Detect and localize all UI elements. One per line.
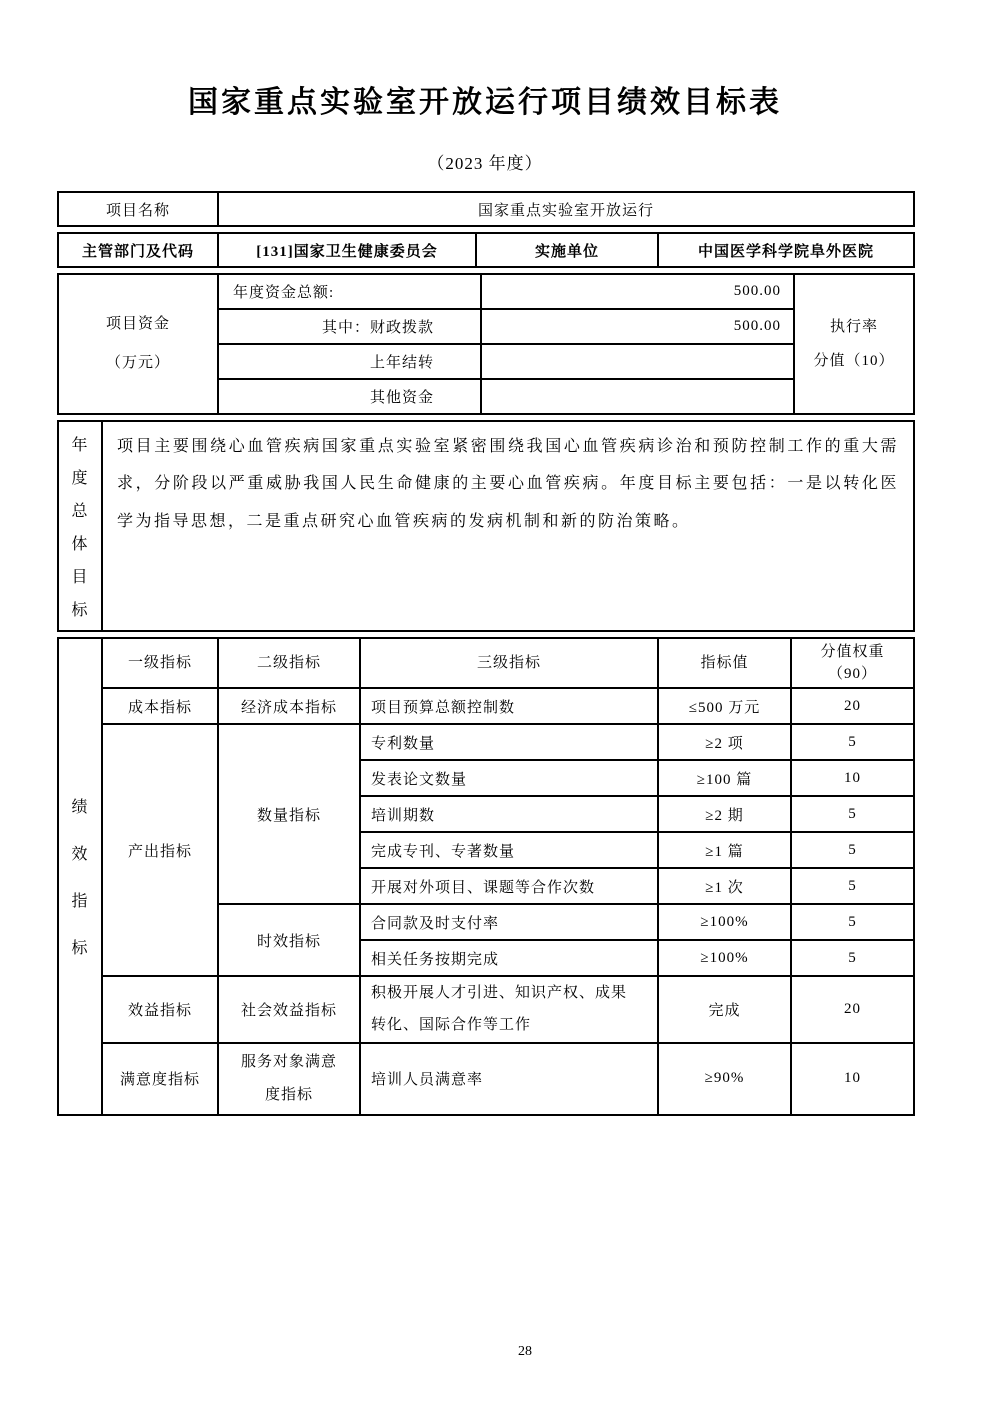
department-table bbox=[57, 232, 915, 268]
level3-cell: 合同款及时支付率 bbox=[360, 904, 658, 940]
indicator-row-cost bbox=[58, 688, 914, 724]
level3-cell: 相关任务按期完成 bbox=[360, 940, 658, 976]
funding-row-value: 500.00 bbox=[481, 309, 794, 344]
indicator-row-benefit bbox=[58, 976, 914, 1043]
value-cell: ≤500 万元 bbox=[658, 688, 791, 724]
level3-cell: 积极开展人才引进、知识产权、成果转化、国际合作等工作 bbox=[360, 976, 658, 1043]
level1-cell: 效益指标 bbox=[102, 976, 218, 1043]
weight-cell: 5 bbox=[791, 724, 914, 760]
weight-cell: 20 bbox=[791, 976, 914, 1043]
funding-row-label: 其中：财政拨款 bbox=[218, 309, 481, 344]
dept-label: 主管部门及代码 bbox=[58, 233, 218, 267]
annual-goal-text: 项目主要围绕心血管疾病国家重点实验室紧密围绕我国心血管疾病诊治和预防控制工作的重大需求，分阶段以严重威胁我国人民生命健康的主要心血管疾病。年度目标主要包括：一是以转化医学为指导思想，二是重点研究心血管疾病的发病机制和新的防治策略。 bbox=[102, 421, 914, 631]
value-cell: ≥90% bbox=[658, 1043, 791, 1115]
indicator-row bbox=[58, 724, 914, 760]
header-value: 指标值 bbox=[658, 638, 791, 688]
project-name-table bbox=[57, 191, 915, 227]
execution-rate-cell: 执行率 分值（10） bbox=[794, 274, 914, 414]
funding-row-value: 500.00 bbox=[481, 274, 794, 309]
value-cell: ≥1 篇 bbox=[658, 832, 791, 868]
weight-cell: 5 bbox=[791, 940, 914, 976]
level1-cell: 成本指标 bbox=[102, 688, 218, 724]
indicator-table bbox=[57, 637, 915, 1116]
page-subtitle: （2023 年度） bbox=[427, 154, 543, 173]
indicator-row-satisfaction bbox=[58, 1043, 914, 1115]
level2-cell: 经济成本指标 bbox=[218, 688, 360, 724]
funding-table bbox=[57, 273, 915, 415]
header-level3: 三级指标 bbox=[360, 638, 658, 688]
level3-cell: 专利数量 bbox=[360, 724, 658, 760]
indicator-group-label: 绩 效 指 标 bbox=[58, 638, 102, 1115]
level3-cell: 完成专刊、专著数量 bbox=[360, 832, 658, 868]
annual-goal-table bbox=[57, 420, 915, 632]
value-cell: ≥2 项 bbox=[658, 724, 791, 760]
level1-cell: 满意度指标 bbox=[102, 1043, 218, 1115]
weight-cell: 5 bbox=[791, 796, 914, 832]
page-title: 国家重点实验室开放运行项目绩效目标表 bbox=[188, 86, 782, 119]
table-row bbox=[58, 274, 914, 309]
level2-cell: 数量指标 bbox=[218, 724, 360, 904]
weight-cell: 10 bbox=[791, 1043, 914, 1115]
value-cell: ≥100% bbox=[658, 904, 791, 940]
level3-cell: 发表论文数量 bbox=[360, 760, 658, 796]
value-cell: ≥1 次 bbox=[658, 868, 791, 904]
header-weight: 分值权重 （90） bbox=[791, 638, 914, 688]
level3-cell: 培训期数 bbox=[360, 796, 658, 832]
level2-cell: 服务对象满意度指标 bbox=[218, 1043, 360, 1115]
level3-cell: 开展对外项目、课题等合作次数 bbox=[360, 868, 658, 904]
level2-cell: 时效指标 bbox=[218, 904, 360, 976]
table-row bbox=[58, 192, 914, 226]
funding-row-label: 其他资金 bbox=[218, 379, 481, 414]
level3-cell: 培训人员满意率 bbox=[360, 1043, 658, 1115]
weight-cell: 5 bbox=[791, 904, 914, 940]
level2-cell: 社会效益指标 bbox=[218, 976, 360, 1043]
impl-unit-value: 中国医学科学院阜外医院 bbox=[658, 233, 914, 267]
indicator-header-row bbox=[58, 638, 914, 688]
level3-cell: 项目预算总额控制数 bbox=[360, 688, 658, 724]
project-name-label: 项目名称 bbox=[58, 192, 218, 226]
table-row bbox=[58, 421, 914, 631]
value-cell: 完成 bbox=[658, 976, 791, 1043]
dept-value: [131]国家卫生健康委员会 bbox=[218, 233, 476, 267]
annual-goal-label: 年 度 总 体 目 标 bbox=[58, 421, 102, 631]
funding-title: 项目资金 （万元） bbox=[58, 274, 218, 414]
funding-row-label: 上年结转 bbox=[218, 344, 481, 379]
table-row bbox=[58, 233, 914, 267]
weight-cell: 20 bbox=[791, 688, 914, 724]
level1-cell: 产出指标 bbox=[102, 724, 218, 976]
document-page bbox=[57, 0, 913, 1121]
funding-row-label: 年度资金总额: bbox=[218, 274, 481, 309]
header-level2: 二级指标 bbox=[218, 638, 360, 688]
impl-unit-label: 实施单位 bbox=[476, 233, 658, 267]
value-cell: ≥2 期 bbox=[658, 796, 791, 832]
weight-cell: 5 bbox=[791, 868, 914, 904]
weight-cell: 5 bbox=[791, 832, 914, 868]
value-cell: ≥100% bbox=[658, 940, 791, 976]
funding-row-value bbox=[481, 344, 794, 379]
value-cell: ≥100 篇 bbox=[658, 760, 791, 796]
header-level1: 一级指标 bbox=[102, 638, 218, 688]
page-number: 28 bbox=[518, 1344, 532, 1359]
project-name-value: 国家重点实验室开放运行 bbox=[218, 192, 914, 226]
funding-row-value bbox=[481, 379, 794, 414]
weight-cell: 10 bbox=[791, 760, 914, 796]
